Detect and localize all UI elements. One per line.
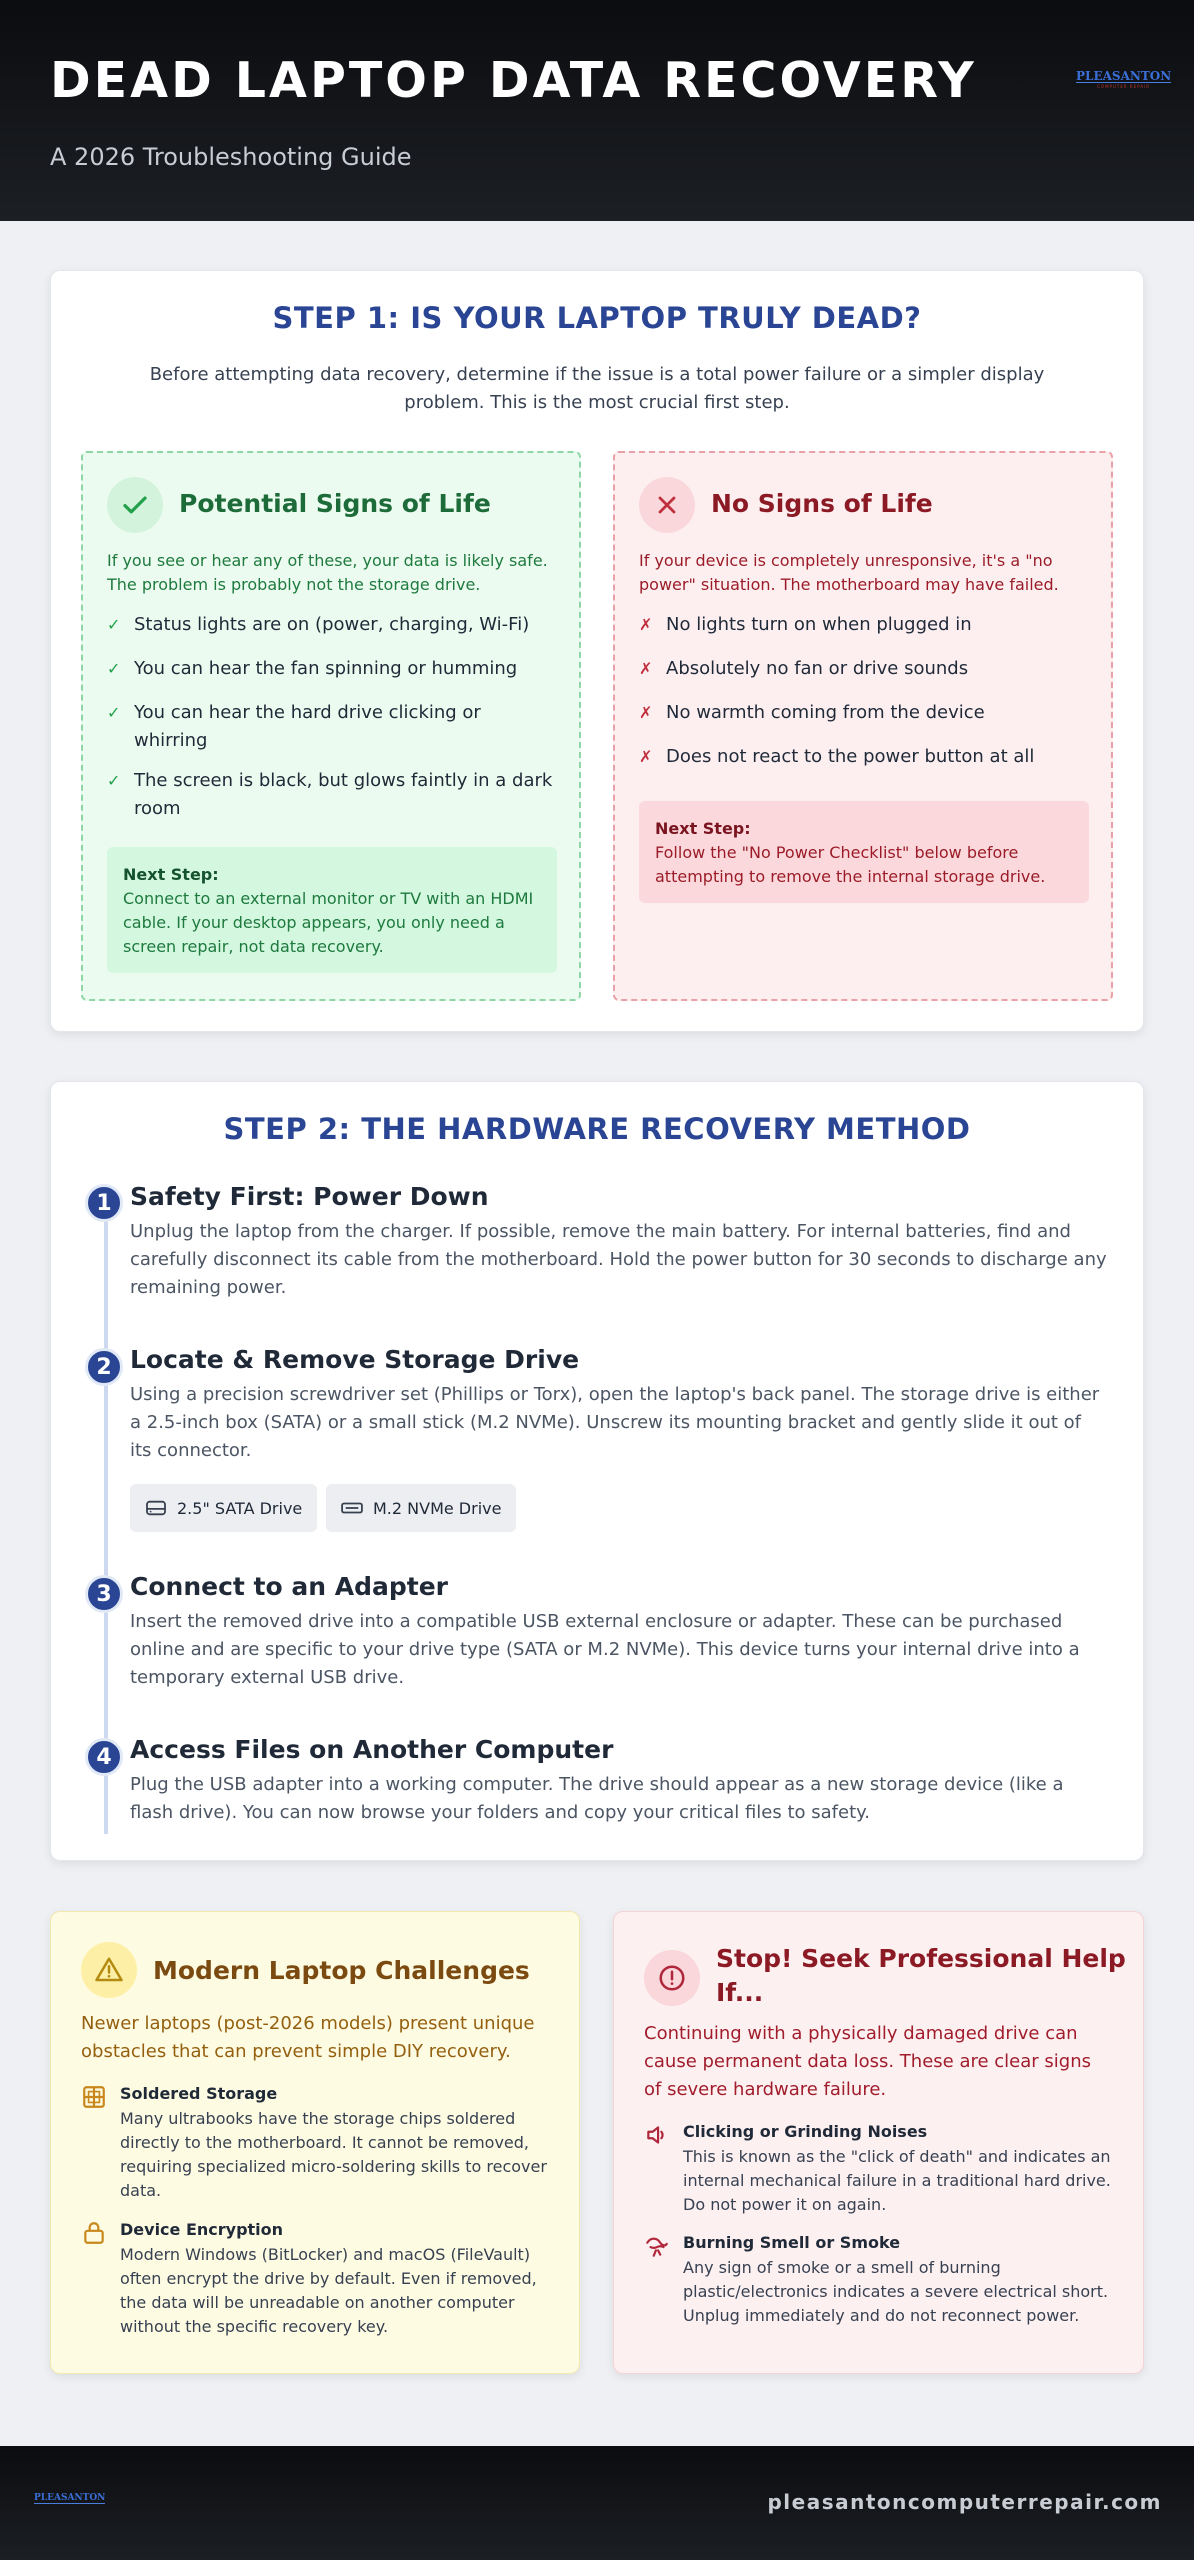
footer-url-link[interactable]: pleasantoncomputerrepair.com [767,2490,1162,2514]
x-icon: ✗ [639,615,653,634]
challenges-title: Modern Laptop Challenges [153,1956,530,1985]
check-icon: ✓ [107,703,121,722]
step-desc: Using a precision screwdriver set (Phillips or Torx), open the laptop's back panel. The storage drive is either a 2.5-inch box (SATA) or a small stick (M.2 NVMe). Unscrew its mounting bracket and gently slide it out of its connector. [130,1384,1100,1461]
step1-card [50,270,1144,1032]
page-subtitle: A 2026 Troubleshooting Guide [50,143,412,171]
x-icon: ✗ [639,747,653,766]
header [0,0,1194,221]
no-signs-next-step: Next Step: Follow the "No Power Checklist" below before attempting to remove the internal storage drive. [639,801,1089,903]
step1-intro: Before attempting data recovery, determine if the issue is a total power failure or a simpler display problem. This is the most crucial first step. [149,364,1045,413]
check-icon: ✓ [107,615,121,634]
step-number: 2 [85,1348,123,1386]
warning-icon [81,1942,137,1998]
professional-help-card [613,1911,1144,2374]
step2-card [50,1081,1144,1861]
step-number: 4 [85,1738,123,1776]
signs-desc: If you see or hear any of these, your data is likely safe. The problem is probably not the storage drive. [107,551,548,594]
step-number: 3 [85,1575,123,1613]
warning-item: Burning Smell or Smoke Any sign of smoke or a smell of burning plastic/electronics indicates a severe electrical short. Unplug immediately and do not reconnect power. [644,2233,1114,2343]
ssd-stick-icon [341,1499,363,1517]
step-title: Access Files on Another Computer [130,1735,614,1764]
lock-icon [81,2220,107,2246]
chip-icon [81,2084,107,2110]
page-title: DEAD LAPTOP DATA RECOVERY [50,52,977,109]
list-item: ✗ Absolutely no fan or drive sounds [639,655,1089,683]
step-title: Connect to an Adapter [130,1572,448,1601]
footer-logo[interactable]: PLEASANTON [34,2493,106,2503]
header-logo[interactable]: PLEASANTON COMPUTER REPAIR [1076,69,1172,89]
step2-title: STEP 2: THE HARDWARE RECOVERY METHOD [223,1112,971,1146]
list-item: ✓ You can hear the hard drive clicking or whirring [107,699,557,755]
list-item: ✓ Status lights are on (power, charging, Wi-Fi) [107,611,557,639]
list-item: ✓ The screen is black, but glows faintly in a dark room [107,767,557,823]
nvme-drive-chip: M.2 NVMe Drive [326,1484,516,1532]
challenges-desc: Newer laptops (post-2026 models) present unique obstacles that can prevent simple DIY recovery. [81,2013,535,2062]
list-item: ✗ No warmth coming from the device [639,699,1089,727]
x-icon: ✗ [639,659,653,678]
check-circle-icon [107,477,163,533]
signs-title: Potential Signs of Life [179,489,491,518]
no-signs-desc: If your device is completely unresponsive, it's a "no power" situation. The motherboard may have failed. [639,551,1059,594]
warning-item: Clicking or Grinding Noises This is known as the "click of death" and indicates an internal mechanical failure in a traditional hard drive. Do not power it on again. [644,2122,1114,2222]
sata-drive-chip: 2.5" SATA Drive [130,1484,317,1532]
list-item: ✗ Does not react to the power button at all [639,743,1089,771]
check-icon: ✓ [107,659,121,678]
speaker-icon [644,2122,670,2148]
footer [0,2446,1194,2560]
step-desc: Plug the USB adapter into a working computer. The drive should appear as a new storage device (like a flash drive). You can now browse your folders and copy your critical files to safety. [130,1774,1064,1823]
smoke-icon [644,2233,670,2259]
list-item: ✓ You can hear the fan spinning or humming [107,655,557,683]
step1-title: STEP 1: IS YOUR LAPTOP TRULY DEAD? [272,301,922,335]
challenge-item: Device Encryption Modern Windows (BitLocker) and macOS (FileVault) often encrypt the drive by default. Even if removed, the data will be unreadable on another computer without the specific recovery key. [81,2220,551,2350]
challenges-card [50,1911,580,2374]
no-signs-title: No Signs of Life [711,489,933,518]
x-circle-icon [639,477,695,533]
no-signs-box [613,451,1113,1001]
signs-of-life-box [81,451,581,1001]
hard-drive-icon [145,1499,167,1517]
professional-title: Stop! Seek Professional Help If... [716,1944,1126,2007]
alert-circle-icon [644,1950,700,2006]
x-icon: ✗ [639,703,653,722]
step-title: Safety First: Power Down [130,1182,489,1211]
step-desc: Unplug the laptop from the charger. If possible, remove the main battery. For internal batteries, find and carefully disconnect its cable from the motherboard. Hold the power button for 30 seconds to discharge any remaining power. [130,1221,1107,1298]
step-number: 1 [85,1184,123,1222]
signs-next-step: Next Step: Connect to an external monitor or TV with an HDMI cable. If your desktop appears, you only need a screen repair, not data recovery. [107,847,557,973]
check-icon: ✓ [107,771,121,790]
challenge-item: Soldered Storage Many ultrabooks have the storage chips soldered directly to the motherboard. It cannot be removed, requiring specialized micro-soldering skills to recover data. [81,2084,551,2204]
step-title: Locate & Remove Storage Drive [130,1345,580,1374]
step-desc: Insert the removed drive into a compatible USB external enclosure or adapter. These can be purchased online and are specific to your drive type (SATA or M.2 NVMe). This device turns your internal drive into a temporary external USB drive. [130,1611,1080,1688]
list-item: ✗ No lights turn on when plugged in [639,611,1089,639]
professional-desc: Continuing with a physically damaged drive can cause permanent data loss. These are clear signs of severe hardware failure. [644,2023,1092,2100]
